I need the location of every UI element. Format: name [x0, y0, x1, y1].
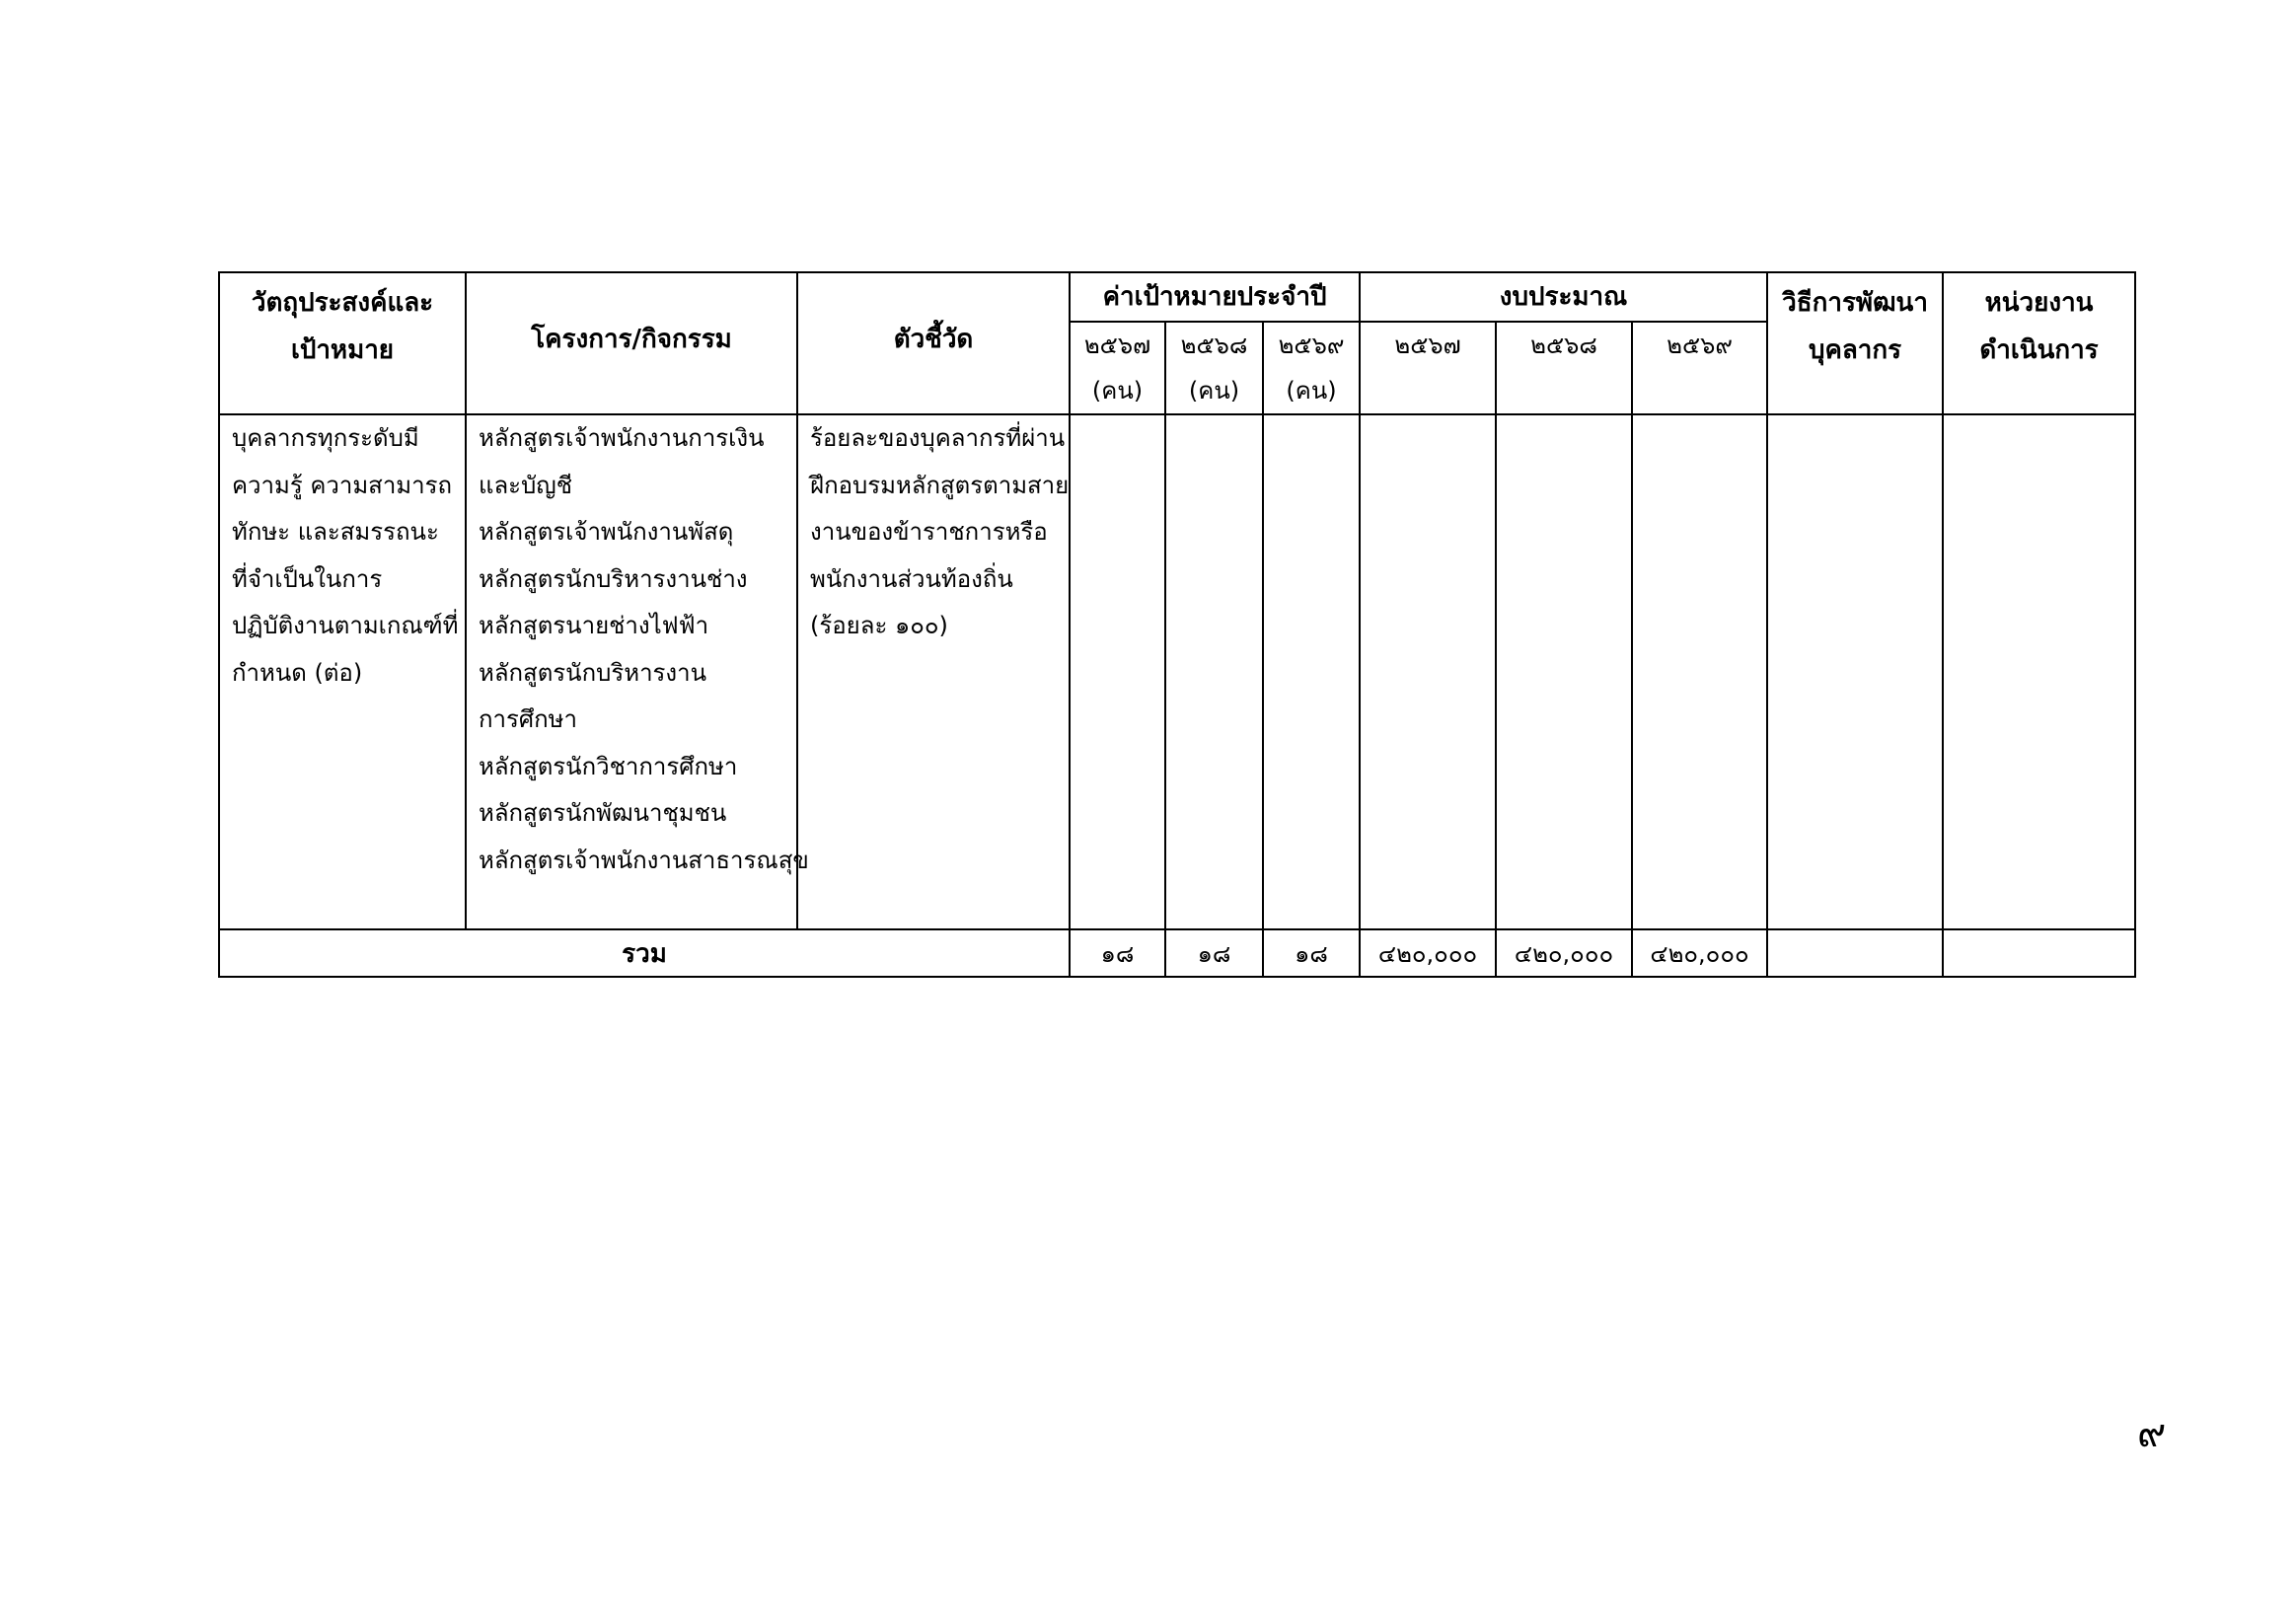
target-year-label: ๒๕๖๗: [1083, 332, 1151, 359]
project-text: [467, 415, 809, 884]
header-method: [1767, 272, 1943, 414]
total-target-2569: ๑๘: [1263, 929, 1360, 977]
indicator-line: พนักงานส่วนท้องถิ่น: [810, 564, 1013, 593]
project-line: หลักสูตรเจ้าพนักงานพัสดุ: [479, 518, 734, 546]
plan-table: [218, 271, 2136, 978]
objective-line: ปฏิบัติงานตามเกณฑ์ที่: [232, 612, 459, 639]
header-row-1: [219, 272, 2135, 322]
target-year-2569: [1263, 322, 1360, 414]
target-cell-2567: [1070, 414, 1165, 929]
project-line: หลักสูตรนักบริหารงานช่าง: [479, 564, 748, 593]
total-target-2567: ๑๘: [1070, 929, 1165, 977]
budget-year-2568: [1496, 322, 1632, 414]
total-method: [1767, 929, 1943, 977]
target-year-label: ๒๕๖๘: [1180, 332, 1248, 359]
objective-line: ทักษะ และสมรรถนะ: [232, 518, 439, 546]
total-label: รวม: [219, 929, 1070, 977]
target-cell-2569: [1263, 414, 1360, 929]
budget-cell-2567: [1360, 414, 1496, 929]
header-target: ค่าเป้าหมายประจำปี: [1070, 272, 1360, 322]
target-unit-label: (คน): [1286, 377, 1337, 405]
unit-cell: [1943, 414, 2135, 929]
indicator-line: ฝึกอบรมหลักสูตรตามสาย: [810, 471, 1070, 499]
method-cell: [1767, 414, 1943, 929]
indicator-line: ร้อยละของบุคลากรที่ผ่าน: [810, 424, 1066, 452]
budget-cell-2569: [1632, 414, 1767, 929]
project-line: หลักสูตรนักบริหารงาน: [479, 658, 707, 687]
header-budget: งบประมาณ: [1360, 272, 1767, 322]
header-method-line: วิธีการพัฒนา: [1782, 288, 1928, 318]
project-line: หลักสูตรเจ้าพนักงานการเงิน: [479, 424, 765, 452]
header-indicator: ตัวชี้วัด: [797, 272, 1070, 414]
header-method-line: บุคลากร: [1808, 335, 1902, 365]
budget-year-2569: [1632, 322, 1767, 414]
target-year-2568: [1165, 322, 1263, 414]
project-line: การศึกษา: [479, 705, 577, 733]
total-budget-2567: ๔๒๐,๐๐๐: [1360, 929, 1496, 977]
target-unit-label: (คน): [1188, 377, 1240, 405]
budget-year-label: ๒๕๖๘: [1530, 332, 1597, 359]
header-unit-line: หน่วยงาน: [1984, 288, 2094, 318]
objective-text: [220, 415, 465, 697]
indicator-text: [798, 415, 1069, 650]
header-unit-line: ดำเนินการ: [1979, 335, 2099, 365]
project-line: หลักสูตรนักพัฒนาชุมชน: [479, 799, 727, 827]
total-budget-2569: ๔๒๐,๐๐๐: [1632, 929, 1767, 977]
budget-cell-2568: [1496, 414, 1632, 929]
header-objective: [219, 272, 466, 414]
project-line: หลักสูตรนักวิชาการศึกษา: [479, 752, 738, 780]
indicator-line: งานของข้าราชการหรือ: [810, 518, 1048, 546]
objective-line: ที่จำเป็นในการ: [232, 564, 383, 593]
project-cell: [466, 414, 809, 929]
project-line: และบัญชี: [479, 471, 573, 499]
budget-year-label: ๒๕๖๙: [1666, 332, 1733, 359]
indicator-cell: [797, 414, 1070, 929]
total-budget-2568: ๔๒๐,๐๐๐: [1496, 929, 1632, 977]
header-objective-line: วัตถุประสงค์และ: [251, 288, 434, 318]
page-number: ๙: [2137, 1411, 2167, 1456]
project-line: หลักสูตรเจ้าพนักงานสาธารณสุข: [479, 846, 809, 874]
indicator-line: (ร้อยละ ๑๐๐): [810, 612, 948, 639]
budget-year-label: ๒๕๖๗: [1394, 332, 1461, 359]
total-row: [219, 929, 2135, 977]
target-cell-2568: [1165, 414, 1263, 929]
objective-line: กำหนด (ต่อ): [232, 658, 363, 687]
table-row: [219, 414, 2135, 929]
objective-line: บุคลากรทุกระดับมี: [232, 424, 419, 452]
project-line: หลักสูตรนายช่างไฟฟ้า: [479, 612, 709, 639]
header-project: โครงการ/กิจกรรม: [466, 272, 797, 414]
total-target-2568: ๑๘: [1165, 929, 1263, 977]
target-year-2567: [1070, 322, 1165, 414]
total-unit: [1943, 929, 2135, 977]
objective-line: ความรู้ ความสามารถ: [232, 471, 453, 499]
header-objective-line: เป้าหมาย: [290, 335, 395, 365]
target-unit-label: (คน): [1091, 377, 1144, 405]
objective-cell: [219, 414, 466, 929]
budget-year-2567: [1360, 322, 1496, 414]
target-year-label: ๒๕๖๙: [1278, 332, 1345, 359]
header-unit: [1943, 272, 2135, 414]
